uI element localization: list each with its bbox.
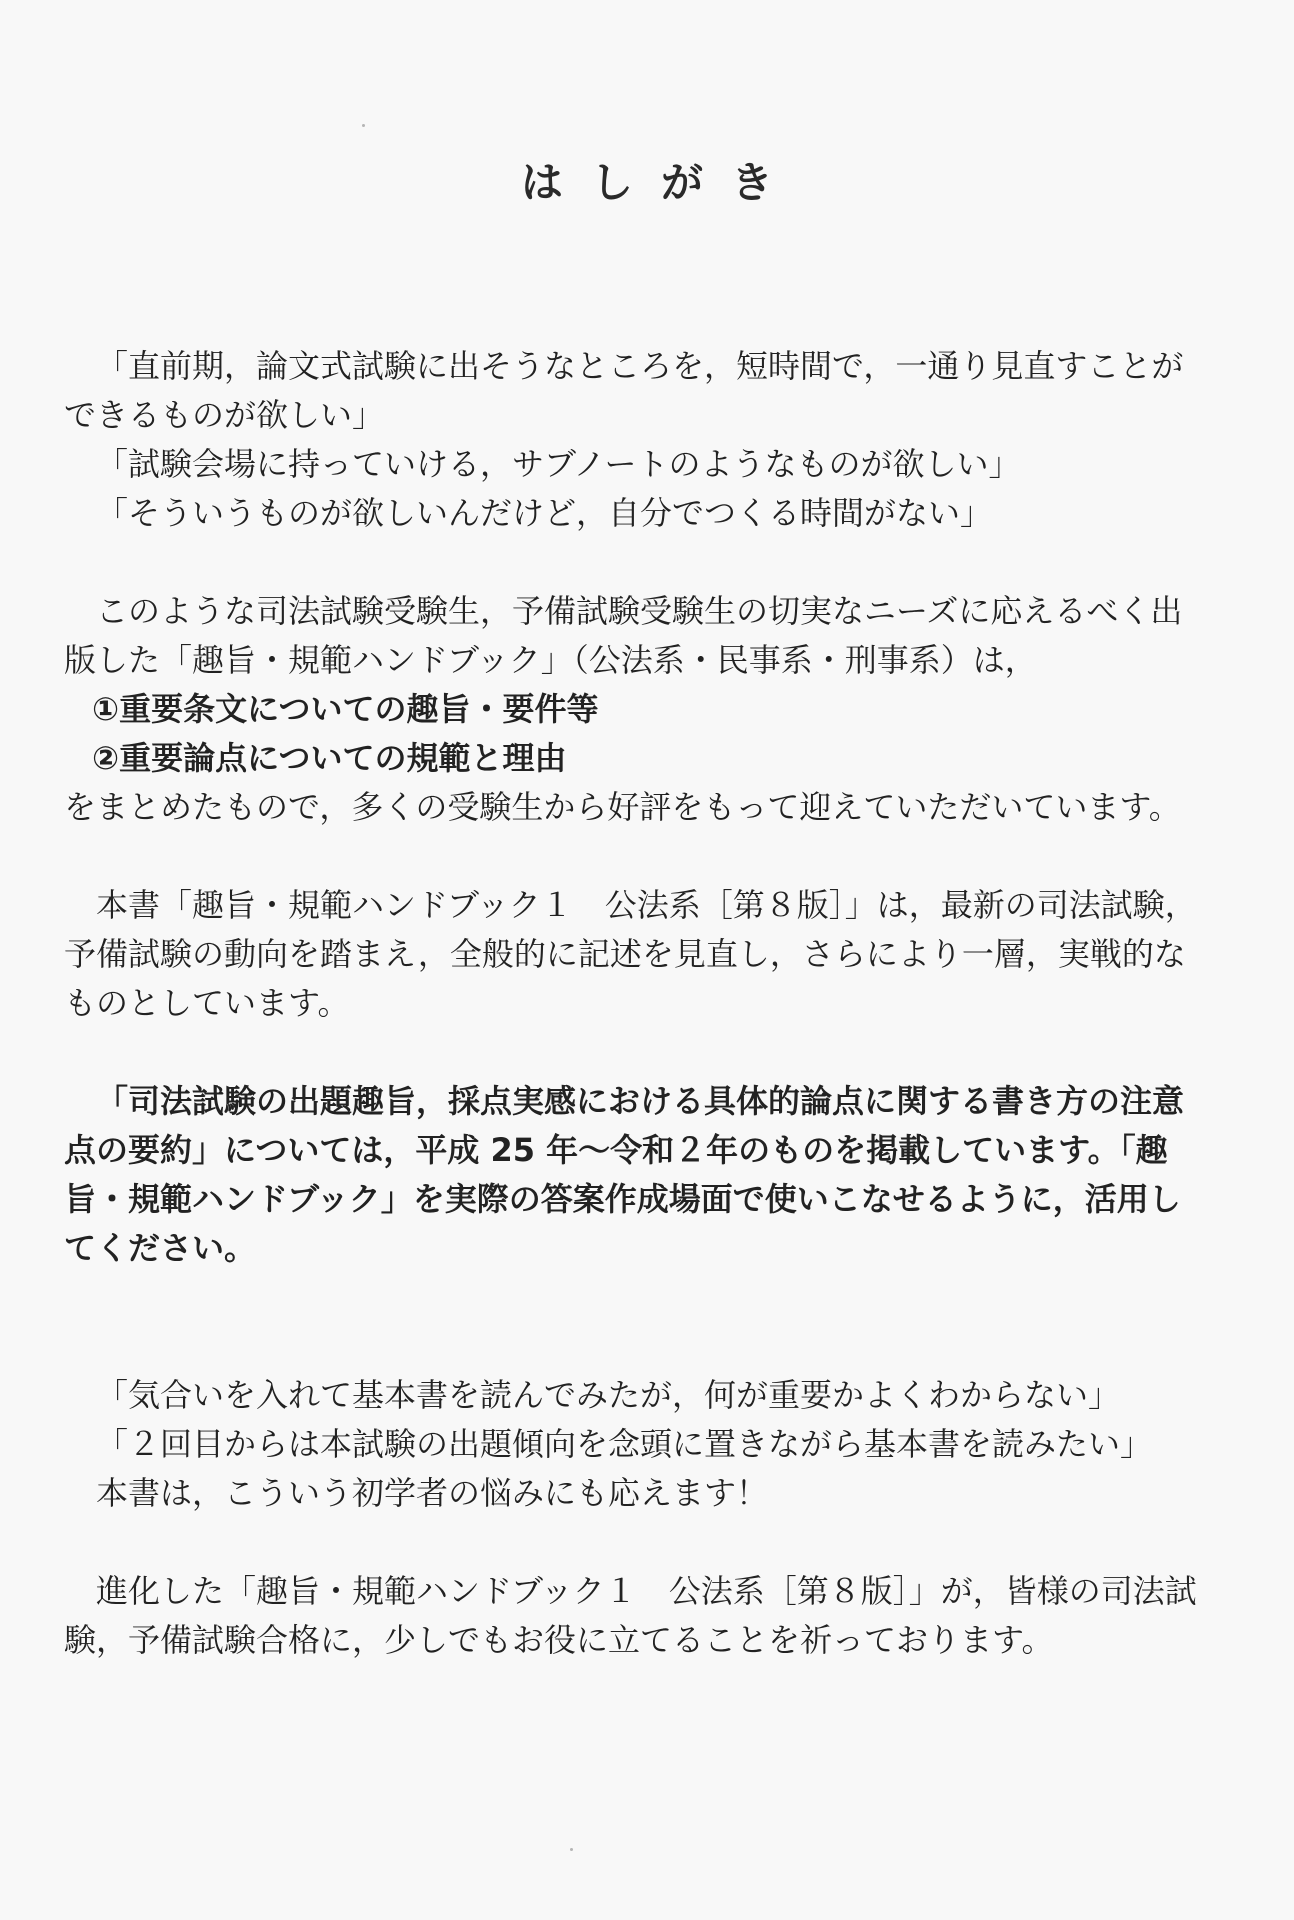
paragraph-gap [64,1518,1204,1567]
quote-line: 「気合いを入れて基本書を読んでみたが，何が重要かよくわからない」 [96,1376,1121,1414]
body-text [64,342,1204,1665]
quote-line: 「直前期，論文式試験に出そうなところを，短時間で，一通り見直すことができるものが欲しい」 [64,347,1184,434]
bold-paragraph: 「司法試験の出題趣旨，採点実感における具体的論点に関する書き方の注意点の要約」については，平成 25 年～令和２年のものを掲載しています。「趣旨・規範ハンドブック」を実際の答案作成場面で使いこなせるように，活用してください。 [64,1082,1185,1267]
paragraph: このような司法試験受験生，予備試験受験生の切実なニーズに応えるべく出版した「趣旨・規範ハンドブック」（公法系・民事系・刑事系）は， [64,592,1183,679]
paragraph: 本書「趣旨・規範ハンドブック１ 公法系［第８版］」は，最新の司法試験，予備試験の動向を踏まえ，全般的に記述を見直し，さらにより一層，実戦的なものとしています。 [64,886,1197,1022]
paragraph-gap [64,832,1204,881]
paragraph: をまとめたもので，多くの受験生から好評をもって迎えていただいています。 [64,788,1181,826]
list-item: ①重要条文についての趣旨・要件等 [92,690,599,728]
page-title: はしがき [520,158,801,207]
quote-line: 「そういうものが欲しいんだけど，自分でつくる時間がない」 [96,494,993,532]
paper-speck [570,1848,573,1851]
list-item: ②重要論点についての規範と理由 [92,739,567,777]
paragraph: 本書は，こういう初学者の悩みにも応えます！ [96,1474,769,1512]
quote-line: 「試験会場に持っていける，サブノートのようなものが欲しい」 [96,445,1021,483]
paragraph: 進化した「趣旨・規範ハンドブック１ 公法系［第８版］」が，皆様の司法試験，予備試験合格に，少しでもお役に立てることを祈っております。 [64,1572,1197,1659]
paragraph-gap [64,1028,1204,1077]
paragraph-gap [64,538,1204,587]
paragraph-gap [64,1273,1204,1371]
paper-speck [362,124,365,127]
quote-line: 「２回目からは本試験の出題傾向を念頭に置きながら基本書を読みたい」 [96,1425,1153,1463]
